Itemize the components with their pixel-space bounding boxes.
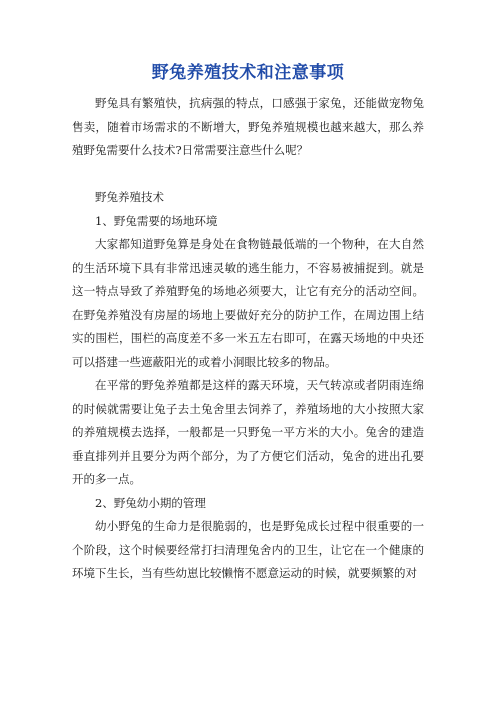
section-heading: 野兔养殖技术: [95, 190, 164, 204]
item2-heading: 2、野兔幼小期的管理: [95, 495, 206, 510]
document-page: [72, 58, 424, 586]
spacer: [72, 163, 424, 187]
document-title: 野兔养殖技术和注意事项: [151, 63, 345, 83]
item1-paragraph-1: 大家都知道野兔算是身处在食物链最低端的一个物种，在大自然的生活环境下具有非常迅速灵敏的逃生能力，不容易被捕捉到。就是这一特点导致了养殖野兔的场地必须要大，让它有充分的活动空间。在野兔养殖没有房屋的场地上要做好充分的防护工作，在周边围上结实的围栏，围栏的高度差不多一米五左右即可，在露天场地的中央还可以搭建一些遮蔽阳光的或着小洞眼比较多的物品。: [72, 237, 424, 369]
item1-paragraph-2: 在平常的野兔养殖都是这样的露天环境，天气转凉或者阴雨连绵的时候就需要让兔子去土兔舍里去饲养了，养殖场地的大小按照大家的养殖规模去选择，一般都是一只野兔一平方米的大小。兔舍的建造垂直排列并且要分为两个部分，为了方便它们活动，兔舍的进出孔要开的多一点。: [72, 378, 424, 486]
intro-paragraph: 野兔具有繁殖快，抗病强的特点，口感强于家兔，还能做宠物兔售卖，随着市场需求的不断增大，野兔养殖规模也越来越大，那么养殖野兔需要什么技术?日常需要注意些什么呢？: [72, 96, 424, 157]
item2-paragraph-1: 幼小野兔的生命力是很脆弱的，也是野兔成长过程中很重要的一个阶段，这个时候要经常打扫清理兔舍内的卫生，让它在一个健康的环境下生长，当有些幼崽比较懒惰不愿意运动的时候，就要频繁的对: [72, 519, 424, 580]
item1-heading: 1、野兔需要的场地环境: [95, 213, 218, 228]
